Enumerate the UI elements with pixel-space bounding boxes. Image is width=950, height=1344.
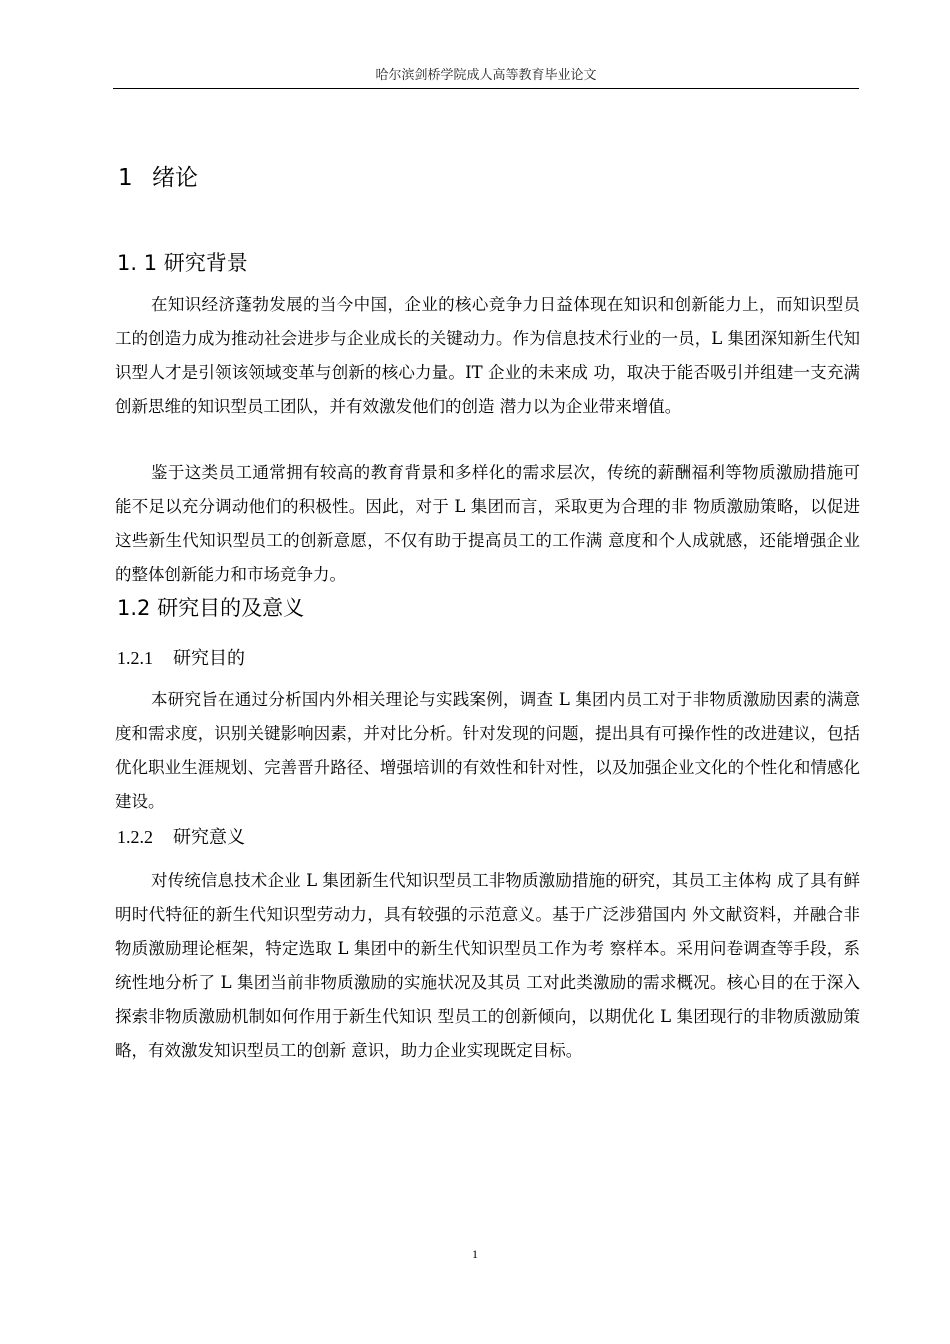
header-divider — [113, 88, 859, 89]
significance-paragraph: 对传统信息技术企业 L 集团新生代知识型员工非物质激励措施的研究，其员工主体构 成了具有鲜明时代特征的新生代知识型劳动力，具有较强的示范意义。基于广泛涉猎国内 外文献资料，并融合非物质激励理论框架，特定选取 L 集团中的新生代知识型员工作为考 察样本。采用问卷调查等手段，系统性地分析了 L 集团当前非物质激励的实施状况及其员 工对此类激励的需求概况。核心目的在于深入探索非物质激励机制如何作用于新生代知识 型员工的创新倾向，以期优化 L 集团现行的非物质激励策略，有效激发知识型员工的创新 意识，助力企业实现既定目标。 — [115, 871, 860, 1060]
section-heading-background: 1. 1 研究背景 — [117, 251, 248, 275]
background-paragraph-1: 在知识经济蓬勃发展的当今中国，企业的核心竞争力日益体现在知识和创新能力上，而知识型员工的创造力成为推动社会进步与企业成长的关键动力。作为信息技术行业的一员，L 集团深知新生代知识型人才是引领该领域变革与创新的核心力量。IT 企业的未来成 功，取决于能否吸引并组建一支充满创新思维的知识型员工团队，并有效激发他们的创造 潜力以为企业带来增值。 — [115, 295, 860, 416]
objective-paragraph: 本研究旨在通过分析国内外相关理论与实践案例，调查 L 集团内员工对于非物质激励因素的满意度和需求度，识别关键影响因素，并对比分析。针对发现的问题，提出具有可操作性的改进建议，包括优化职业生涯规划、完善晋升路径、增强培训的有效性和针对性，以及加强企业文化的个性化和情感化建设。 — [115, 690, 860, 811]
section-heading-purpose: 1.2 研究目的及意义 — [117, 596, 305, 620]
subsection-heading-significance — [117, 824, 245, 851]
chapter-heading — [118, 163, 198, 193]
subsection-number: 1.2.1 — [117, 648, 153, 668]
subsection-heading-objective — [117, 645, 245, 672]
subsection-title: 研究目的 — [173, 648, 245, 669]
subsection-number: 1.2.2 — [117, 827, 153, 847]
page-number: 1 — [472, 1247, 478, 1261]
page-header: 哈尔滨剑桥学院成人高等教育毕业论文 — [375, 68, 597, 83]
subsection-title: 研究意义 — [173, 827, 245, 848]
chapter-number: 1 — [118, 165, 133, 191]
background-paragraph-2: 鉴于这类员工通常拥有较高的教育背景和多样化的需求层次，传统的薪酬福利等物质激励措施可能不足以充分调动他们的积极性。因此，对于 L 集团而言，采取更为合理的非 物质激励策略，以促进这些新生代知识型员工的创新意愿，不仅有助于提高员工的工作满 意度和个人成就感，还能增强企业的整体创新能力和市场竞争力。 — [115, 463, 860, 584]
chapter-title: 绪论 — [152, 165, 198, 191]
